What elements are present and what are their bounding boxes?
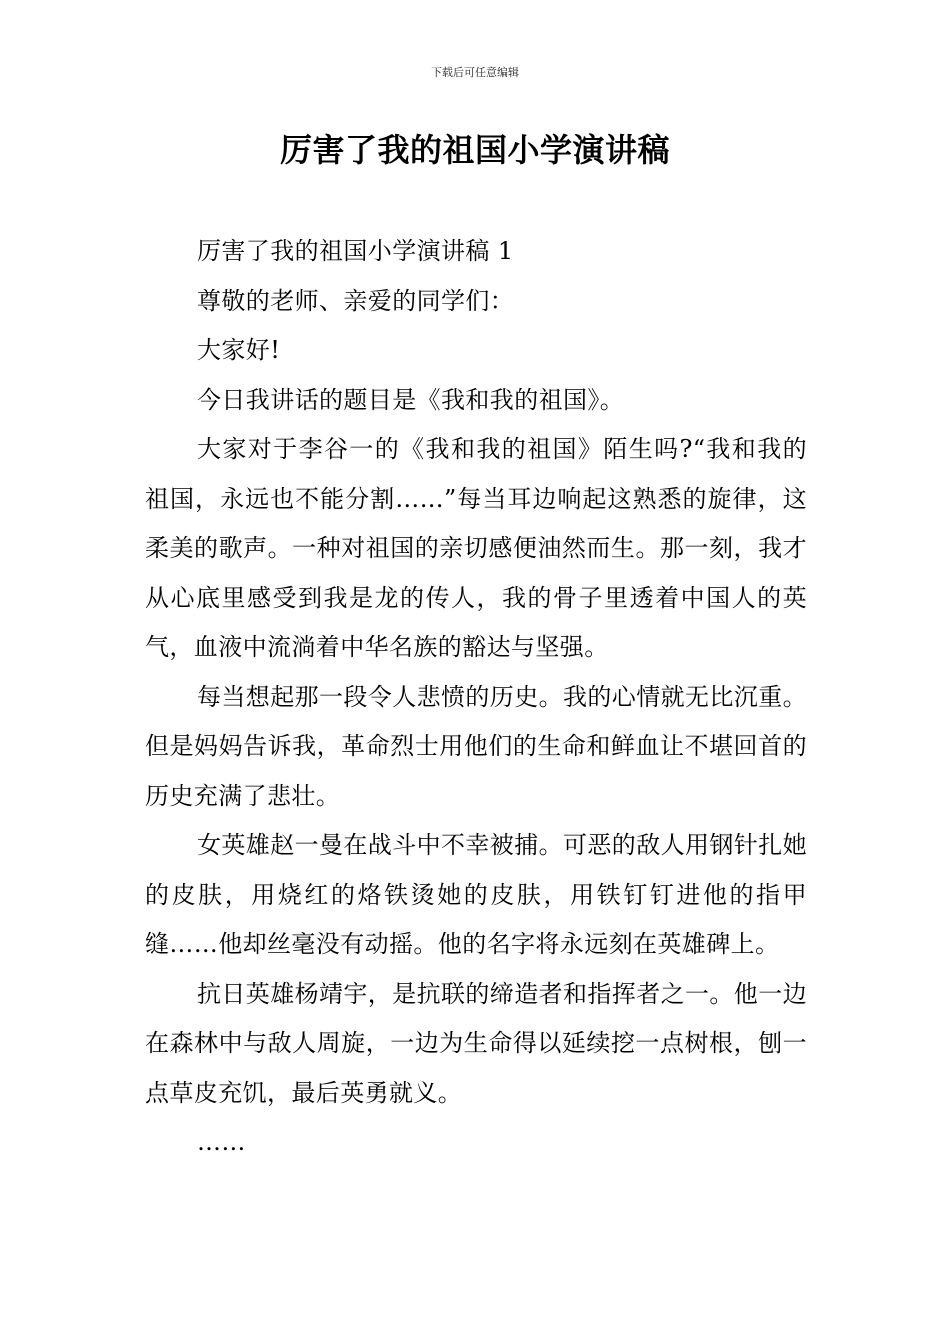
- paragraph-body: 每当想起那一段令人悲愤的历史。我的心情就无比沉重。但是妈妈告诉我，革命烈士用他们的生命和鲜血让不堪回首的历史充满了悲壮。: [145, 682, 807, 810]
- document-body: [145, 227, 807, 1168]
- paragraph-ellipsis: ……: [197, 1128, 246, 1156]
- paragraph-subtitle: 厉害了我的祖国小学演讲稿 1: [197, 237, 514, 265]
- paragraph-body: 抗日英雄杨靖宇，是抗联的缔造者和指挥者之一。他一边在森林中与敌人周旋，一边为生命得以延续挖一点树根，刨一点草皮充饥，最后英勇就义。: [145, 979, 807, 1107]
- paragraph-salutation: 尊敬的老师、亲爱的同学们：: [197, 286, 515, 315]
- paragraph-body: 大家对于李谷一的《我和我的祖国》陌生吗?“我和我的祖国，永远也不能分割……”每当耳边响起这熟悉的旋律，这柔美的歌声。一种对祖国的亲切感便油然而生。那一刻，我才从心底里感受到我是龙的传人，我的骨子里透着中国人的英气，血液中流淌着中华名族的豁达与坚强。: [145, 435, 807, 661]
- paragraph-body: 女英雄赵一曼在战斗中不幸被捕。可恶的敌人用钢针扎她的皮肤，用烧红的烙铁烫她的皮肤，用铁钉钉进他的指甲缝……他却丝毫没有动摇。他的名字将永远刻在英雄碑上。: [145, 831, 807, 958]
- header-note: 下载后可任意编辑: [431, 66, 519, 79]
- document-title: 厉害了我的祖国小学演讲稿: [279, 131, 670, 169]
- paragraph-topic: 今日我讲话的题目是《我和我的祖国》。: [197, 385, 625, 414]
- paragraph-greeting: 大家好!: [197, 336, 281, 364]
